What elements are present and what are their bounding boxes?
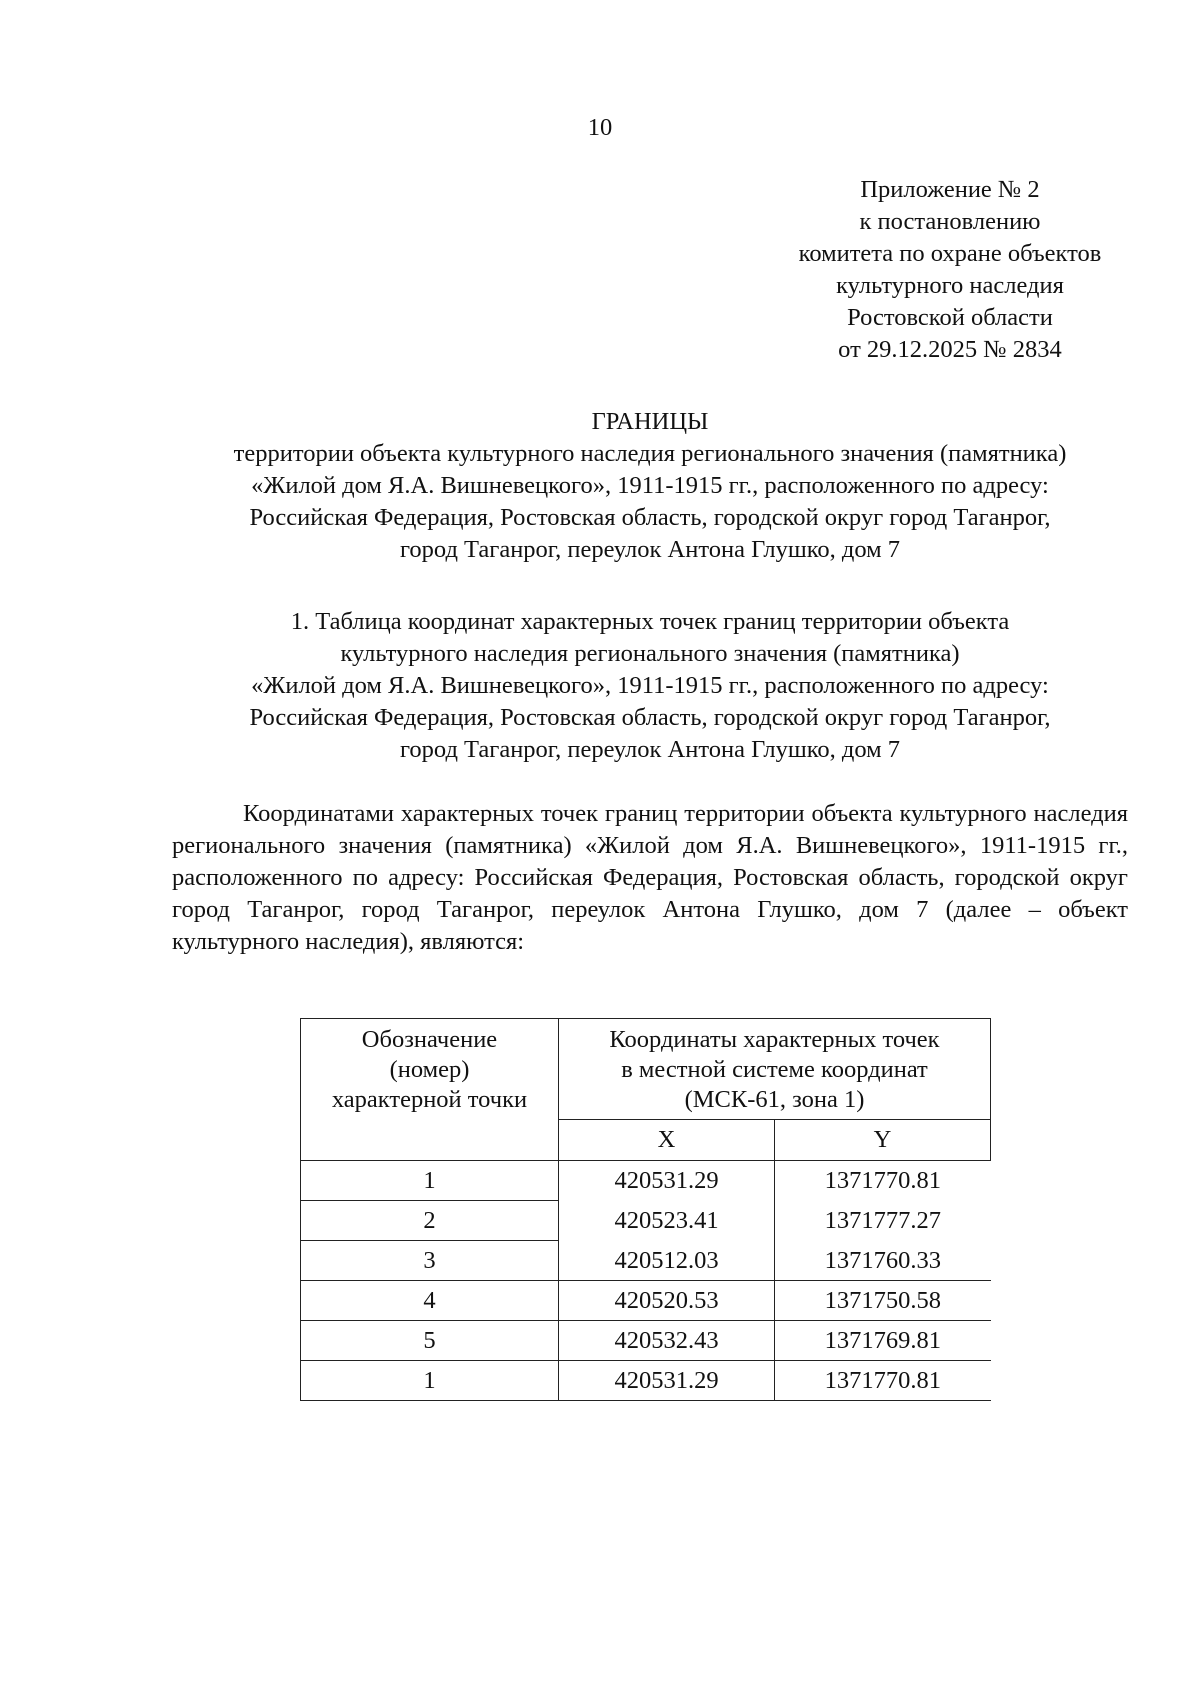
appendix-line: культурного наследия bbox=[836, 272, 1064, 299]
table-row bbox=[301, 1361, 991, 1401]
point-number: 2 bbox=[301, 1201, 559, 1241]
x-coordinate: 420531.29 bbox=[559, 1361, 775, 1401]
y-coordinate: 1371769.81 bbox=[775, 1321, 991, 1361]
header-coords-line: в местной системе координат bbox=[621, 1056, 928, 1083]
x-coordinate: 420523.41 bbox=[559, 1201, 775, 1241]
point-number: 1 bbox=[301, 1361, 559, 1401]
title-line: территории объекта культурного наследия регионального значения (памятника) bbox=[233, 440, 1067, 467]
y-coordinate: 1371777.27 bbox=[775, 1201, 991, 1241]
point-number: 1 bbox=[301, 1161, 559, 1201]
header-label-line: Обозначение bbox=[361, 1026, 498, 1053]
y-coordinate: 1371760.33 bbox=[775, 1241, 991, 1281]
title-line: город Таганрог, переулок Антона Глушко, дом 7 bbox=[399, 536, 901, 563]
body-paragraph: Координатами характерных точек границ территории объекта культурного наследия регионального значения (памятника) «Жилой дом Я.А. Вишневецкого», 1911-1915 гг., расположенного по адресу: Российская Федерация, Ростовская область, городской округ город Таганрог, город Таганрог, переулок Антона Глушко, дом 7 (далее – объект культурного наследия), являются: bbox=[172, 800, 1128, 955]
title-heading: ГРАНИЦЫ bbox=[591, 408, 709, 435]
appendix-block bbox=[720, 174, 1180, 366]
section-line: культурного наследия регионального значения (памятника) bbox=[340, 640, 960, 667]
header-point-label bbox=[301, 1019, 559, 1161]
y-coordinate: 1371750.58 bbox=[775, 1281, 991, 1321]
x-coordinate: 420520.53 bbox=[559, 1281, 775, 1321]
table-row bbox=[301, 1281, 991, 1321]
title-line: «Жилой дом Я.А. Вишневецкого», 1911-1915 гг., расположенного по адресу: bbox=[251, 472, 1049, 499]
header-y: Y bbox=[775, 1120, 991, 1161]
table-row bbox=[301, 1201, 991, 1241]
appendix-line: к постановлению bbox=[859, 208, 1041, 235]
x-coordinate: 420512.03 bbox=[559, 1241, 775, 1281]
section-line: «Жилой дом Я.А. Вишневецкого», 1911-1915 гг., расположенного по адресу: bbox=[251, 672, 1049, 699]
table-header-row bbox=[301, 1019, 991, 1120]
appendix-line: Приложение № 2 bbox=[860, 176, 1040, 203]
section-line: город Таганрог, переулок Антона Глушко, дом 7 bbox=[399, 736, 901, 763]
header-label-line: характерной точки bbox=[331, 1086, 528, 1113]
y-coordinate: 1371770.81 bbox=[775, 1161, 991, 1201]
appendix-line: от 29.12.2025 № 2834 bbox=[838, 336, 1062, 363]
page-number: 10 bbox=[587, 114, 613, 141]
table-row bbox=[301, 1241, 991, 1281]
appendix-line: комитета по охране объектов bbox=[798, 240, 1102, 267]
section-heading bbox=[170, 606, 1130, 766]
coordinates-table bbox=[300, 1018, 991, 1401]
header-label-line: (номер) bbox=[389, 1056, 470, 1083]
table-row bbox=[301, 1321, 991, 1361]
appendix-line: Ростовской области bbox=[847, 304, 1053, 331]
point-number: 5 bbox=[301, 1321, 559, 1361]
table-row bbox=[301, 1161, 991, 1201]
document-title bbox=[170, 406, 1130, 566]
header-coords-line: (МСК-61, зона 1) bbox=[684, 1086, 865, 1113]
title-line: Российская Федерация, Ростовская область, городской округ город Таганрог, bbox=[249, 504, 1051, 531]
y-coordinate: 1371770.81 bbox=[775, 1361, 991, 1401]
header-coords-line: Координаты характерных точек bbox=[609, 1026, 940, 1053]
point-number: 3 bbox=[301, 1241, 559, 1281]
header-coordinates-label bbox=[559, 1019, 991, 1120]
x-coordinate: 420532.43 bbox=[559, 1321, 775, 1361]
point-number: 4 bbox=[301, 1281, 559, 1321]
x-coordinate: 420531.29 bbox=[559, 1161, 775, 1201]
section-line: 1. Таблица координат характерных точек границ территории объекта bbox=[290, 608, 1010, 635]
header-x: X bbox=[559, 1120, 775, 1161]
section-line: Российская Федерация, Ростовская область, городской округ город Таганрог, bbox=[249, 704, 1051, 731]
